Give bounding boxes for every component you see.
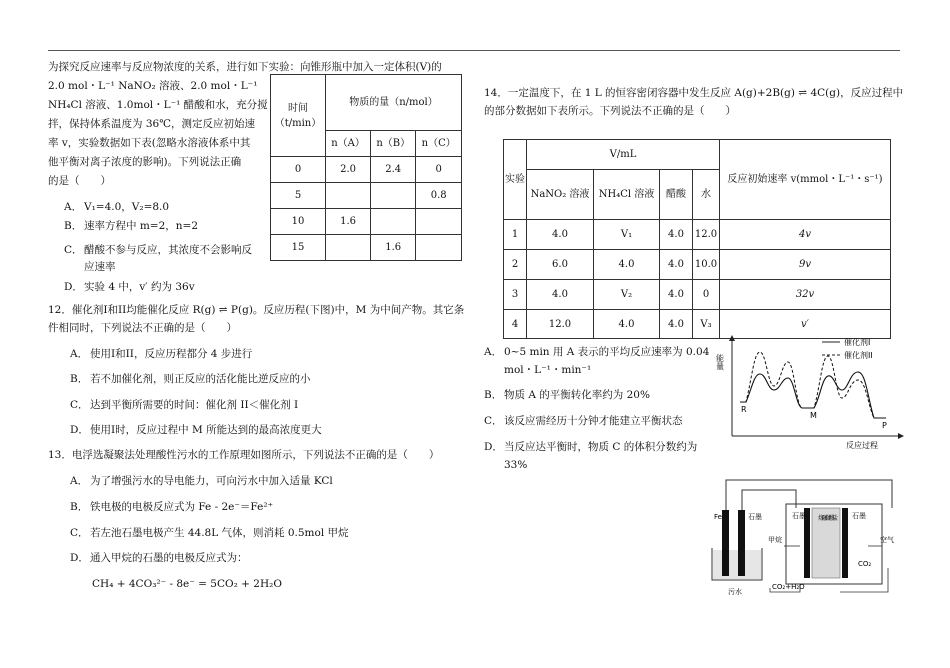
- cell: 4.0: [594, 310, 660, 339]
- fe-electrode: [722, 510, 729, 576]
- rate-header: 反应初始速率 v(mmol・L⁻¹・s⁻¹): [720, 140, 891, 220]
- table-row: [504, 250, 891, 280]
- label-graphite-mid: 石墨: [792, 512, 806, 520]
- cell: 15: [271, 235, 326, 261]
- label-methane: 甲烷: [768, 536, 782, 544]
- exp-header: 实验: [504, 140, 527, 220]
- y-axis-label: 能量: [715, 354, 725, 370]
- cell: 2.0: [326, 157, 371, 183]
- col-water: 水: [693, 170, 720, 220]
- label-graphite-right: 石墨: [852, 512, 866, 520]
- electrochemical-cell-diagram: [700, 468, 910, 603]
- q13-option-a: A． 为了增强污水的导电能力，可向污水中加入适量 KCl: [70, 475, 333, 487]
- table-row: [504, 220, 891, 250]
- q11-option-a: A． V₁=4.0，V₂=8.0: [64, 201, 170, 213]
- q13-equation: CH₄ + 4CO₃²⁻ - 8e⁻ = 5CO₂ + 2H₂O: [92, 578, 282, 590]
- q11-line: NH₄Cl 溶液、1.0mol・L⁻¹ 醋酸和水，充分搅: [48, 99, 268, 111]
- q11-option-b: B． 速率方程中 m=2，n=2: [64, 220, 199, 232]
- table-row: [271, 209, 462, 235]
- q13-option-b: B． 铁电极的电极反应式为 Fe - 2e⁻＝Fe²⁺: [70, 501, 274, 513]
- q13-option-d: D．通入甲烷的石墨的电极反应式为：: [70, 552, 248, 564]
- q11-line: 为探究反应速率与反应物浓度的关系，进行如下实验：向锥形瓶中加入一定体积(V)的: [48, 61, 442, 73]
- cell: 4.0: [660, 280, 693, 310]
- cell: 4.0: [660, 220, 693, 250]
- cell: v′: [720, 310, 891, 339]
- cell: [416, 209, 462, 235]
- q11-line: 的是（ ）: [48, 175, 111, 187]
- cell: 4.0: [527, 280, 594, 310]
- q11-option-d: D．实验 4 中，v′ 约为 36v: [64, 281, 195, 293]
- cell: 12.0: [693, 220, 720, 250]
- label-air: 空气: [880, 536, 894, 544]
- point-p: P: [882, 421, 887, 430]
- legend-cat2: 催化剂II: [844, 351, 873, 360]
- cell: 4: [504, 310, 527, 339]
- cell: 4.0: [660, 310, 693, 339]
- q14-stem: 14．一定温度下，在 1 L 的恒容密闭容器中发生反应 A(g)+2B(g) ⇌ 4C(g)，反应过程中: [484, 87, 904, 99]
- cell: 32v: [720, 280, 891, 310]
- cell: V₂: [594, 280, 660, 310]
- q14-option-d: D．当反应达平衡时，物质 C 的体积分数约为: [484, 441, 698, 453]
- cell: 9v: [720, 250, 891, 280]
- q12-stem: 件相同时，下列说法不正确的是（ ）: [48, 322, 237, 334]
- wastewater-fill: [713, 550, 761, 579]
- cell: 1.6: [371, 235, 416, 261]
- cell: [326, 235, 371, 261]
- q14-stem: 的部分数据如下表所示。下列说法不正确的是（ ）: [484, 105, 736, 117]
- cell: 4.0: [527, 220, 594, 250]
- header-rule: [48, 50, 900, 51]
- cell: 0: [693, 280, 720, 310]
- table-row: [271, 183, 462, 209]
- q11-line: 拌，保持体系温度为 36℃，测定反应初始速: [48, 118, 255, 130]
- q14-option-b: B． 物质 A 的平衡转化率约为 20%: [484, 389, 650, 401]
- cell: [416, 235, 462, 261]
- col-nh4cl: NH₄Cl 溶液: [594, 170, 660, 220]
- q11-option-c: C．醋酸不参与反应，其浓度不会影响反: [64, 244, 252, 256]
- q12-option-c: C．达到平衡所需要的时间：催化剂 II＜催化剂 I: [70, 399, 299, 411]
- cell: 10.0: [693, 250, 720, 280]
- circuit-wire: [726, 480, 892, 510]
- col-nano2: NaNO₂ 溶液: [527, 170, 594, 220]
- q11-line: 率 v，实验数据如下表(忽略水溶液体系中其: [48, 137, 251, 149]
- cell: 0: [271, 157, 326, 183]
- point-m: M: [810, 411, 817, 420]
- cell: 10: [271, 209, 326, 235]
- legend-cat1: 催化剂I: [844, 338, 871, 347]
- cell: 4.0: [660, 250, 693, 280]
- table-row: [271, 157, 462, 183]
- q12-stem: 12．催化剂I和II均能催化反应 R(g) ⇌ P(g)。反应历程(下图)中，M 为中间产物。其它条: [48, 304, 465, 316]
- cell: 12.0: [527, 310, 594, 339]
- table-row: [271, 235, 462, 261]
- cell: 0: [416, 157, 462, 183]
- graphite-electrode-right: [842, 508, 848, 578]
- cell: 2.4: [371, 157, 416, 183]
- q11-option-c-cont: 应速率: [84, 261, 116, 273]
- curve-catalyst-2: [740, 352, 886, 418]
- cell: [326, 183, 371, 209]
- cell: 5: [271, 183, 326, 209]
- amount-header: 物质的量（n/mol）: [326, 75, 462, 131]
- q14-option-d-cont: 33%: [504, 459, 528, 471]
- q12-option-a: A． 使用I和II，反应历程都分 4 步进行: [70, 348, 253, 360]
- q14-option-a-cont: mol・L⁻¹・min⁻¹: [504, 364, 592, 376]
- x-axis-label: 反应过程: [846, 441, 878, 450]
- label-fe: Fe: [714, 513, 722, 521]
- label-graphite-left: 石墨: [748, 513, 762, 521]
- cell: 4v: [720, 220, 891, 250]
- q13-option-c: C．若左池石墨电极产生 44.8L 气体，则消耗 0.5mol 甲烷: [70, 527, 349, 539]
- q11-line: 2.0 mol・L⁻¹ NaNO₂ 溶液、2.0 mol・L⁻¹: [48, 80, 258, 92]
- cell: 2: [504, 250, 527, 280]
- label-wastewater: 污水: [728, 588, 742, 596]
- graphite-electrode-left: [738, 510, 745, 576]
- vml-header: V/mL: [527, 140, 720, 170]
- table-row: [504, 280, 891, 310]
- q14-option-c: C．该反应需经历十分钟才能建立平衡状态: [484, 415, 683, 427]
- label-co2: CO₂: [858, 560, 872, 568]
- volume-rate-table: [503, 139, 891, 339]
- cell: [371, 183, 416, 209]
- cell: 4.0: [594, 250, 660, 280]
- cell: V₁: [594, 220, 660, 250]
- q14-option-a: A． 0~5 min 用 A 表示的平均反应速率为 0.04: [484, 346, 710, 358]
- label-co2-h2o: CO₂+H₂O: [772, 583, 805, 591]
- q12-option-d: D．使用I时，反应过程中 M 所能达到的最高浓度更大: [70, 424, 322, 436]
- circuit-wire: [742, 490, 796, 510]
- q12-option-b: B． 若不加催化剂，则正反应的活化能比逆反应的小: [70, 373, 311, 385]
- cell: 1: [504, 220, 527, 250]
- label-molten-carbonate: 熔融碳酸盐: [818, 515, 838, 522]
- cell: V₃: [693, 310, 720, 339]
- col-nB: n（B）: [371, 131, 416, 157]
- time-amount-table: [270, 74, 462, 261]
- q13-stem: 13．电浮选凝聚法处理酸性污水的工作原理如图所示，下列说法不正确的是（ ）: [48, 449, 440, 461]
- cell: 3: [504, 280, 527, 310]
- q11-line: 他平衡对离子浓度的影响)。下列说法正确: [48, 156, 242, 168]
- col-nA: n（A）: [326, 131, 371, 157]
- col-acetic: 醋酸: [660, 170, 693, 220]
- cell: 6.0: [527, 250, 594, 280]
- point-r: R: [741, 405, 747, 414]
- col-nC: n（C）: [416, 131, 462, 157]
- time-header: 时间 （t/min）: [271, 75, 326, 157]
- cell: 0.8: [416, 183, 462, 209]
- cell: [371, 209, 416, 235]
- cell: 1.6: [326, 209, 371, 235]
- energy-profile-diagram: [715, 328, 913, 453]
